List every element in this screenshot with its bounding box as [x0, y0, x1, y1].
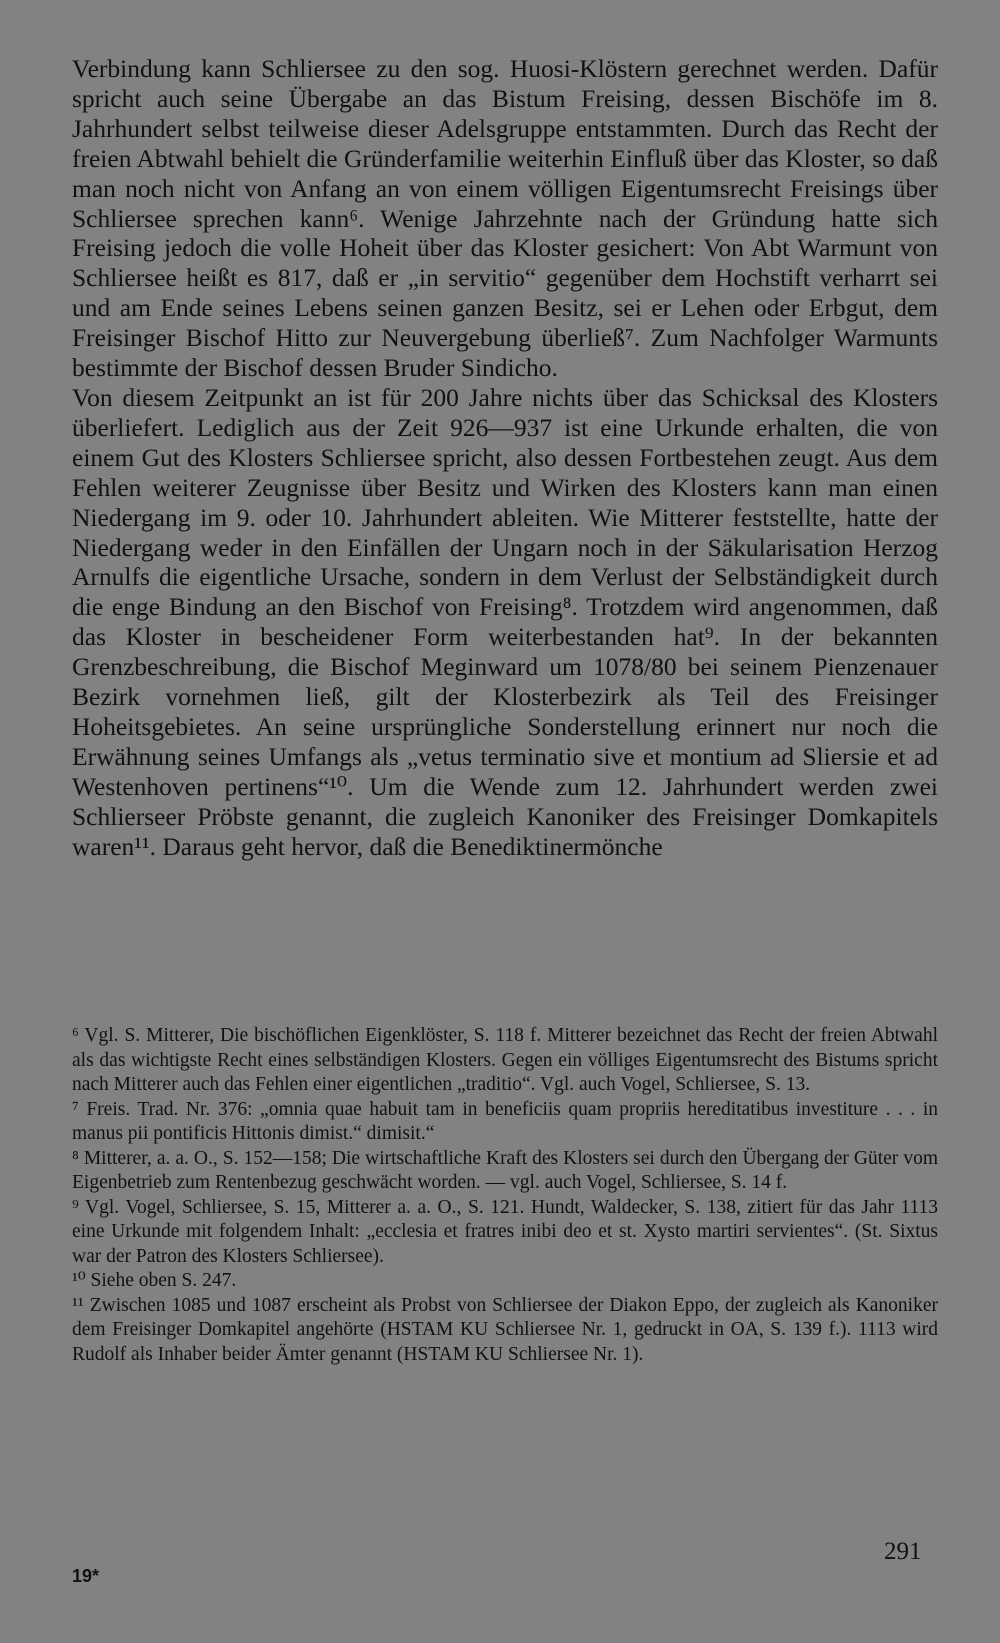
signature-mark: 19* [72, 1566, 100, 1586]
footnote-7: ⁷ Freis. Trad. Nr. 376: „omnia quae habuit tam in beneficiis quam propriis hereditatibus investiture . . . in manus pii pontificis Hittonis dimist.“ dimisit.“ [72, 1098, 938, 1144]
paragraph-1: Verbindung kann Schliersee zu den sog. Huosi-Klöstern gerechnet werden. Dafür spricht auch seine Übergabe an das Bistum Freising, dessen Bischöfe im 8. Jahrhundert selbst teilweise dieser Adelsgruppe entstammten. Durch das Recht der freien Abtwahl behielt die Gründerfamilie weiterhin Einfluß über das Kloster, so daß man noch nicht von Anfang an von einem völligen Eigentumsrecht Freisings über Schliersee sprechen kann⁶. Wenige Jahrzehnte nach der Gründung hatte sich Freising jedoch die volle Hoheit über das Kloster gesichert: Von Abt Warmunt von Schliersee heißt es 817, daß er „in servitio“ gegenüber dem Hochstift verharrt sei und am Ende seines Lebens seinen ganzen Besitz, sei er Lehen oder Erbgut, dem Freisinger Bischof Hitto zur Neuvergebung überließ⁷. Zum Nachfolger Warmunts bestimmte der Bischof dessen Bruder Sindicho. [72, 54, 938, 383]
footnote-8: ⁸ Mitterer, a. a. O., S. 152—158; Die wirtschaftliche Kraft des Klosters sei durch den Übergang der Güter vom Eigenbetrieb zum Rentenbezug geschwächt worden. — vgl. auch Vogel, Schliersee, S. 14 f. [72, 1147, 938, 1193]
main-text [72, 54, 938, 861]
footnote-11: ¹¹ Zwischen 1085 und 1087 erscheint als Probst von Schliersee der Diakon Eppo, der zugleich als Kanoniker dem Freisinger Domkapitel angehörte (HSTAM KU Schliersee Nr. 1, gedruckt in OA, S. 139 f.). 1113 wird Rudolf als Inhaber beider Ämter genannt (HSTAM KU Schliersee Nr. 1). [72, 1294, 938, 1365]
footnote-10: ¹⁰ Siehe oben S. 247. [72, 1270, 237, 1291]
footnote-6: ⁶ Vgl. S. Mitterer, Die bischöflichen Eigenklöster, S. 118 f. Mitterer bezeichnet das Recht der freien Abtwahl als das wichtigste Recht eines selbständigen Klosters. Gegen ein völliges Eigentumsrecht des Bistums spricht nach Mitterer auch das Fehlen einer eigentlichen „traditio“. Vgl. auch Vogel, Schliersee, S. 13. [72, 1025, 938, 1095]
footnote-9: ⁹ Vgl. Vogel, Schliersee, S. 15, Mitterer a. a. O., S. 121. Hundt, Waldecker, S. 138, zitiert für das Jahr 1113 eine Urkunde mit folgendem Inhalt: „ecclesia et fratres inibi deo et st. Xysto martiri servientes“. (St. Sixtus war der Patron des Klosters Schliersee). [72, 1196, 938, 1267]
paragraph-2: Von diesem Zeitpunkt an ist für 200 Jahre nichts über das Schicksal des Klosters überliefert. Lediglich aus der Zeit 926—937 ist eine Urkunde erhalten, die von einem Gut des Klosters Schliersee spricht, also dessen Fortbestehen zeugt. Aus dem Fehlen weiterer Zeugnisse über Besitz und Wirken des Klosters kann man einen Niedergang im 9. oder 10. Jahrhundert ableiten. Wie Mitterer feststellte, hatte der Niedergang weder in den Einfällen der Ungarn noch in der Säkularisation Herzog Arnulfs die eigentliche Ursache, sondern in dem Verlust der Selbständigkeit durch die enge Bindung an den Bischof von Freising⁸. Trotzdem wird angenommen, daß das Kloster in bescheidener Form weiterbestanden hat⁹. In der bekannten Grenzbeschreibung, die Bischof Meginward um 1078/80 bei seinem Pienzenauer Bezirk vornehmen ließ, gilt der Klosterbezirk als Teil des Freisinger Hoheitsgebietes. An seine ursprüngliche Sonderstellung erinnert nur noch die Erwähnung seines Umfangs als „vetus terminatio sive et montium ad Sliersie et ad Westenhoven pertinens“¹⁰. Um die Wende zum 12. Jahrhundert werden zwei Schlierseer Pröbste genannt, die zugleich Kanoniker des Freisinger Domkapitels waren¹¹. Daraus geht hervor, daß die Benediktinermönche [72, 382, 938, 861]
footnotes [72, 1024, 938, 1367]
page-number: 291 [884, 1538, 922, 1565]
